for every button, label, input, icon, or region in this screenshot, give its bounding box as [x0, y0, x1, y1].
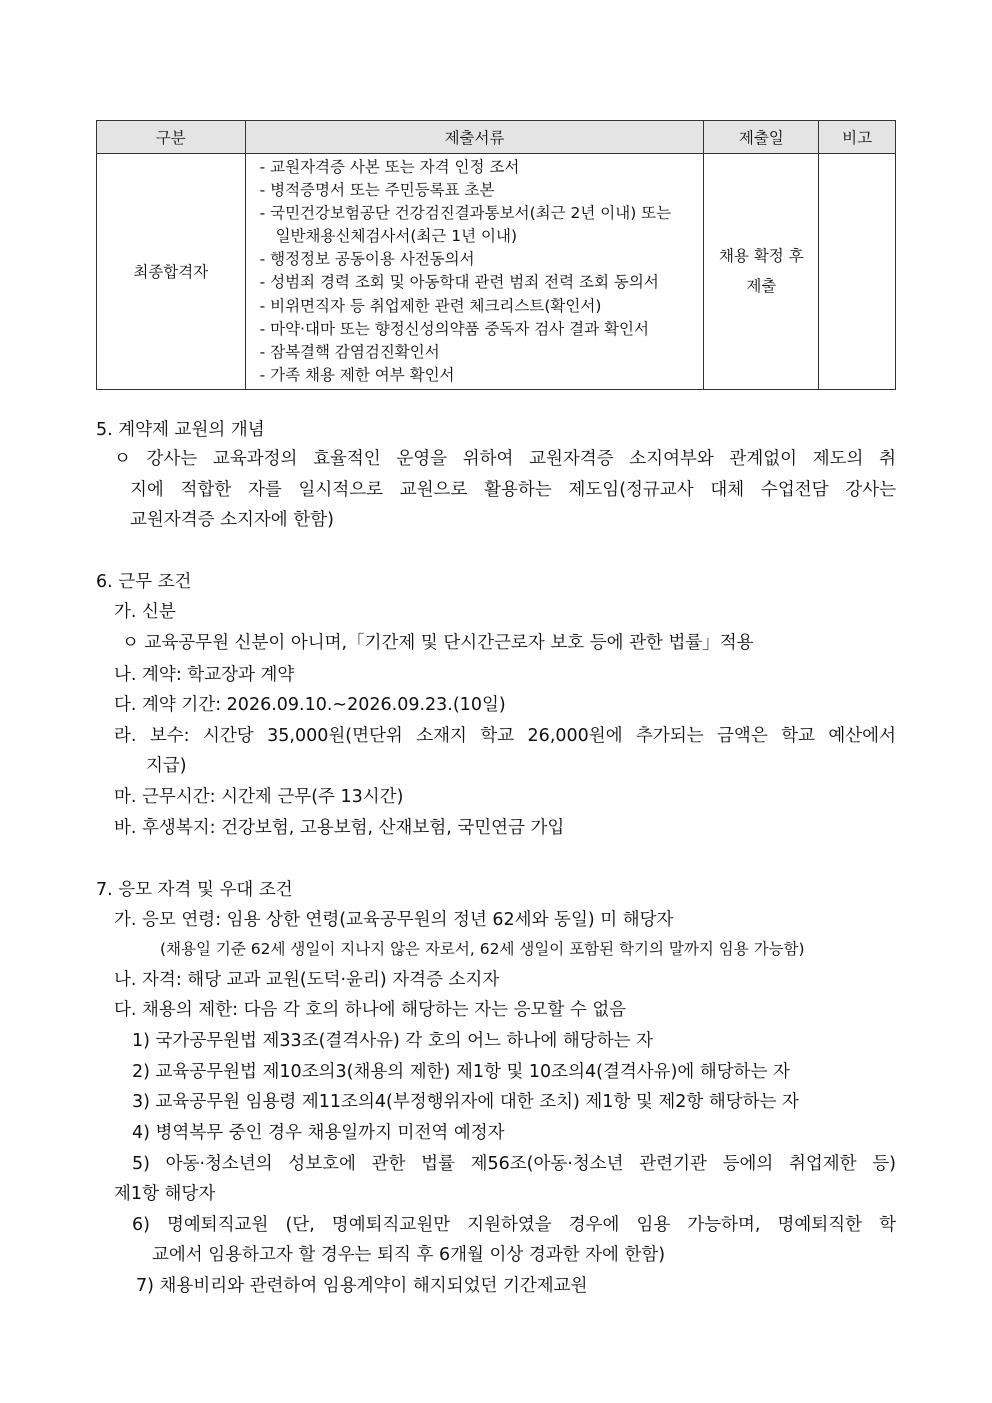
document-item: - 국민건강보험공단 건강검진결과통보서(최근 2년 이내) 또는 — [259, 204, 672, 223]
document-item: - 교원자격증 사본 또는 자격 인정 조서 — [259, 158, 520, 176]
section-6-line: 가. 신분 — [114, 602, 176, 622]
section-7-note: (채용일 기준 62세 생일이 지나지 않은 자로서, 62세 생일이 포함된 학기의 말까지 임용 가능함) — [160, 940, 805, 958]
header-submit-date: 제출일 — [704, 121, 819, 154]
header-note: 비고 — [819, 121, 896, 154]
table-row — [97, 154, 896, 390]
section-7-line: 교에서 임용하고자 할 경우는 퇴직 후 6개월 이상 경과한 자에 한함) — [152, 1245, 666, 1265]
submit-date-cell — [704, 154, 819, 390]
section-5-line: ㅇ 강사는 교육과정의 효율적인 운영을 위하여 교원자격증 소지여부와 관계없이 제도의 취 — [114, 449, 896, 469]
section-6-title: 6. 근무 조건 — [96, 572, 192, 592]
document-item: - 마약·대마 또는 향정신성의약품 중독자 검사 결과 확인서 — [259, 319, 649, 338]
section-7-line: 나. 자격: 해당 교과 교원(도덕·윤리) 자격증 소지자 — [114, 970, 500, 990]
section-7-title: 7. 응모 자격 및 우대 조건 — [96, 880, 293, 900]
section-7-line: 가. 응모 연령: 임용 상한 연령(교육공무원의 정년 62세와 동일) 미 해당자 — [114, 910, 674, 930]
section-7-line: 2) 교육공무원법 제10조의3(채용의 제한) 제1항 및 10조의4(결격사유)에 해당하는 자 — [132, 1062, 790, 1082]
document-item: - 잠복결핵 감염검진확인서 — [259, 342, 440, 361]
category-cell: 최종합격자 — [97, 154, 246, 390]
document-item: - 가족 채용 제한 여부 확인서 — [259, 365, 455, 384]
document-item: 일반채용신체검사서(최근 1년 이내) — [275, 227, 518, 246]
header-category: 구분 — [97, 121, 246, 154]
section-5-line: 지에 적합한 자를 일시적으로 교원으로 활용하는 제도임(정규교사 대체 수업전담 강사는 — [130, 480, 896, 500]
section-7-line: 제1항 해당자 — [114, 1184, 216, 1204]
section-7-line: 5) 아동·청소년의 성보호에 관한 법률 제56조(아동·청소년 관련기관 등에의 취업제한 등) — [132, 1154, 896, 1174]
section-7-line: 1) 국가공무원법 제33조(결격사유) 각 호의 어느 하나에 해당하는 자 — [132, 1031, 654, 1051]
section-7-line: 4) 병역복무 중인 경우 채용일까지 미전역 예정자 — [132, 1123, 505, 1143]
section-5-line: 교원자격증 소지자에 한함) — [130, 510, 334, 530]
section-6-line: 지급) — [146, 756, 187, 776]
submit-date-line: 채용 확정 후 — [718, 247, 804, 266]
section-7-line: 6) 명예퇴직교원 (단, 명예퇴직교원만 지원하였을 경우에 임용 가능하며, 명예퇴직한 학 — [132, 1215, 896, 1235]
document-item: - 성범죄 경력 조회 및 아동학대 관련 범죄 전력 조회 동의서 — [259, 273, 659, 292]
header-documents: 제출서류 — [245, 121, 704, 154]
section-6-line: 바. 후생복지: 건강보험, 고용보험, 산재보험, 국민연금 가입 — [114, 818, 565, 838]
section-6-line: ㅇ 교육공무원 신분이 아니며,「기간제 및 단시간근로자 보호 등에 관한 법률」적용 — [122, 633, 754, 653]
document-item: - 병적증명서 또는 주민등록표 초본 — [259, 181, 495, 200]
table-header-row — [97, 121, 896, 154]
submit-date-line: 제출 — [746, 277, 777, 296]
note-cell — [819, 154, 896, 390]
documents-cell — [245, 154, 704, 390]
section-7-line: 3) 교육공무원 임용령 제11조의4(부정행위자에 대한 조치) 제1항 및 제2항 해당하는 자 — [132, 1092, 799, 1112]
section-7-line: 7) 채용비리와 관련하여 임용계약이 해지되었던 기간제교원 — [136, 1276, 588, 1296]
section-6-line: 나. 계약: 학교장과 계약 — [114, 665, 295, 685]
section-6-line: 마. 근무시간: 시간제 근무(주 13시간) — [114, 787, 404, 807]
section-6-line: 다. 계약 기간: 2026.09.10.~2026.09.23.(10일) — [114, 695, 506, 715]
document-item: - 비위면직자 등 취업제한 관련 체크리스트(확인서) — [259, 296, 602, 315]
section-7-line: 다. 채용의 제한: 다음 각 호의 하나에 해당하는 자는 응모할 수 없음 — [114, 1000, 627, 1020]
document-item: - 행정정보 공동이용 사전동의서 — [259, 250, 475, 269]
section-6-line: 라. 보수: 시간당 35,000원(면단위 소재지 학교 26,000원에 추가되는 금액은 학교 예산에서 — [114, 726, 896, 746]
section-5-title: 5. 계약제 교원의 개념 — [96, 420, 265, 440]
required-documents-table — [96, 120, 896, 390]
